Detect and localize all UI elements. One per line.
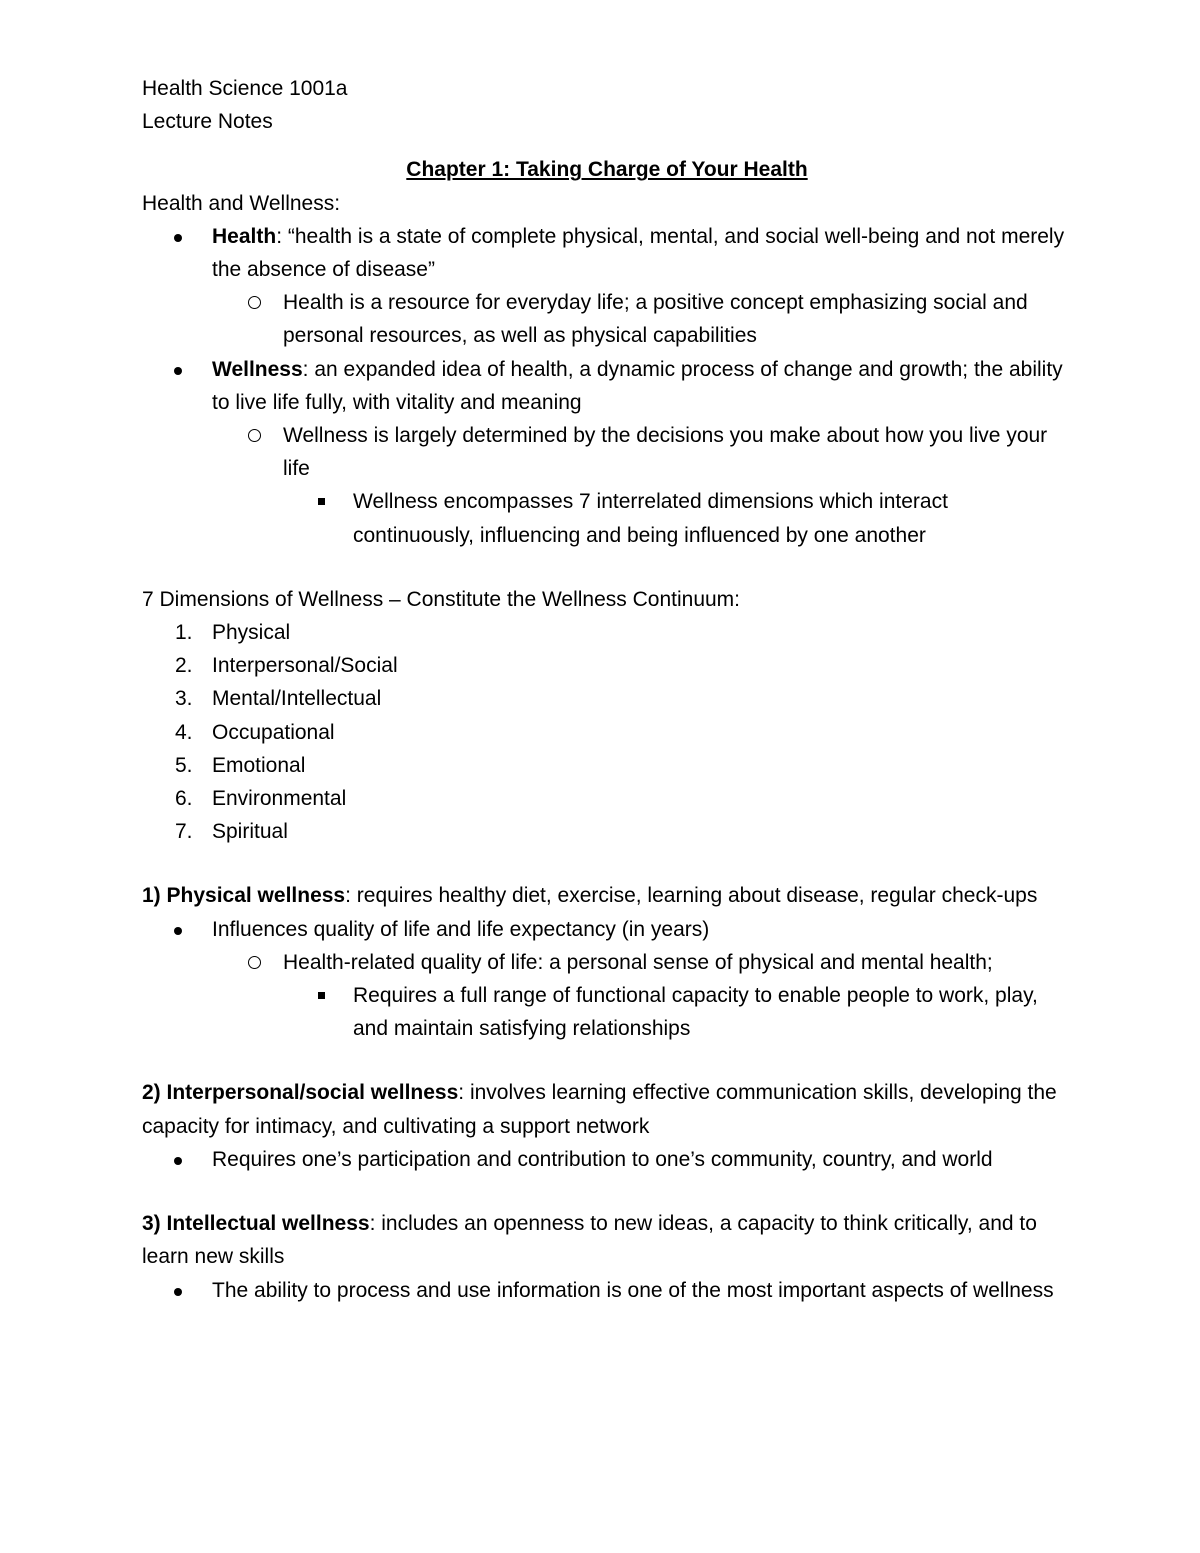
list-item [142, 782, 1072, 815]
sub-bullet-text: Wellness is largely determined by the decisions you make about how you live your life [283, 424, 1048, 481]
sub-sub-bullet-text: Requires a full range of functional capacity to enable people to work, play, and maintain satisfying relationships [353, 984, 1038, 1041]
sub-sub-bullet-physical-capacity [142, 979, 1072, 1045]
term-intellectual-wellness: 3) Intellectual wellness [142, 1212, 370, 1236]
section-heading-health-wellness: Health and Wellness: [142, 191, 341, 215]
definition-social-wellness: : involves learning effective communication skills, developing the capacity for intimacy, and cultivating a support network [142, 1081, 1057, 1138]
list-number: 5. [175, 753, 193, 777]
section-heading-dimensions: 7 Dimensions of Wellness – Constitute the Wellness Continuum: [142, 587, 741, 611]
list-number: 4. [175, 720, 193, 744]
section-physical-wellness [142, 879, 1072, 912]
list-item [142, 649, 1072, 682]
sub-bullet-health-resource [142, 286, 1072, 352]
list-item [142, 749, 1072, 782]
square-bullet-icon [318, 992, 325, 999]
term-physical-wellness: 1) Physical wellness [142, 884, 346, 908]
definition-health: : “health is a state of complete physical, mental, and social well-being and not merely the absence of disease” [212, 224, 1065, 282]
sub-bullet-text: Health-related quality of life: a personal sense of physical and mental health; [283, 950, 993, 974]
course-name: Health Science 1001a [142, 77, 348, 100]
chapter-title: Chapter 1: Taking Charge of Your Health [406, 158, 808, 182]
bullet-physical-quality [142, 913, 1072, 946]
list-item-label: Physical [212, 621, 291, 645]
sub-bullet-text: Health is a resource for everyday life; a positive concept emphasizing social and personal resources, as well as physical capabilities [283, 291, 1028, 348]
bullet-social-participation [142, 1143, 1072, 1176]
bullet-icon [174, 234, 182, 242]
document-subtitle: Lecture Notes [142, 110, 273, 134]
square-bullet-icon [318, 498, 325, 505]
bullet-health [142, 220, 1072, 286]
sub-bullet-physical-hrqol [142, 946, 1072, 979]
term-wellness: Wellness [212, 357, 303, 381]
sub-sub-bullet-text: Wellness encompasses 7 interrelated dimensions which interact continuously, influencing and being influenced by one another [353, 490, 948, 547]
list-item [142, 682, 1072, 715]
list-item [142, 616, 1072, 649]
bullet-text: The ability to process and use information is one of the most important aspects of wellness [212, 1278, 1054, 1302]
bullet-icon [174, 927, 182, 935]
sub-bullet-wellness-decisions [142, 419, 1072, 485]
list-item-label: Occupational [212, 720, 335, 744]
term-social-wellness: 2) Interpersonal/social wellness [142, 1081, 459, 1105]
sub-sub-bullet-dimensions [142, 485, 1072, 551]
list-number: 2. [175, 654, 193, 678]
list-number: 1. [175, 621, 193, 645]
list-item [142, 815, 1072, 848]
term-health: Health [212, 224, 277, 248]
bullet-intellectual-information [142, 1274, 1072, 1307]
list-number: 6. [175, 787, 193, 811]
bullet-icon [174, 1288, 182, 1296]
list-item-label: Mental/Intellectual [212, 687, 382, 711]
circle-bullet-icon [248, 956, 261, 969]
list-item-label: Interpersonal/Social [212, 654, 398, 678]
list-number: 3. [175, 687, 193, 711]
list-item-label: Environmental [212, 787, 347, 811]
circle-bullet-icon [248, 296, 261, 309]
circle-bullet-icon [248, 429, 261, 442]
definition-physical-wellness: : requires healthy diet, exercise, learning about disease, regular check-ups [345, 884, 1038, 908]
definition-intellectual-wellness: : includes an openness to new ideas, a capacity to think critically, and to learn new skills [142, 1212, 1037, 1269]
bullet-wellness [142, 353, 1072, 419]
bullet-icon [174, 1157, 182, 1165]
definition-wellness: : an expanded idea of health, a dynamic process of change and growth; the ability to live life fully, with vitality and meaning [212, 357, 1063, 414]
section-social-wellness [142, 1076, 1072, 1142]
bullet-text: Influences quality of life and life expectancy (in years) [212, 917, 710, 941]
section-intellectual-wellness [142, 1207, 1072, 1273]
list-item-label: Spiritual [212, 820, 288, 844]
bullet-icon [174, 367, 182, 375]
document-body [142, 72, 1072, 1307]
bullet-text: Requires one’s participation and contribution to one’s community, country, and world [212, 1147, 993, 1171]
list-item [142, 716, 1072, 749]
list-item-label: Emotional [212, 753, 306, 777]
list-number: 7. [175, 820, 193, 844]
